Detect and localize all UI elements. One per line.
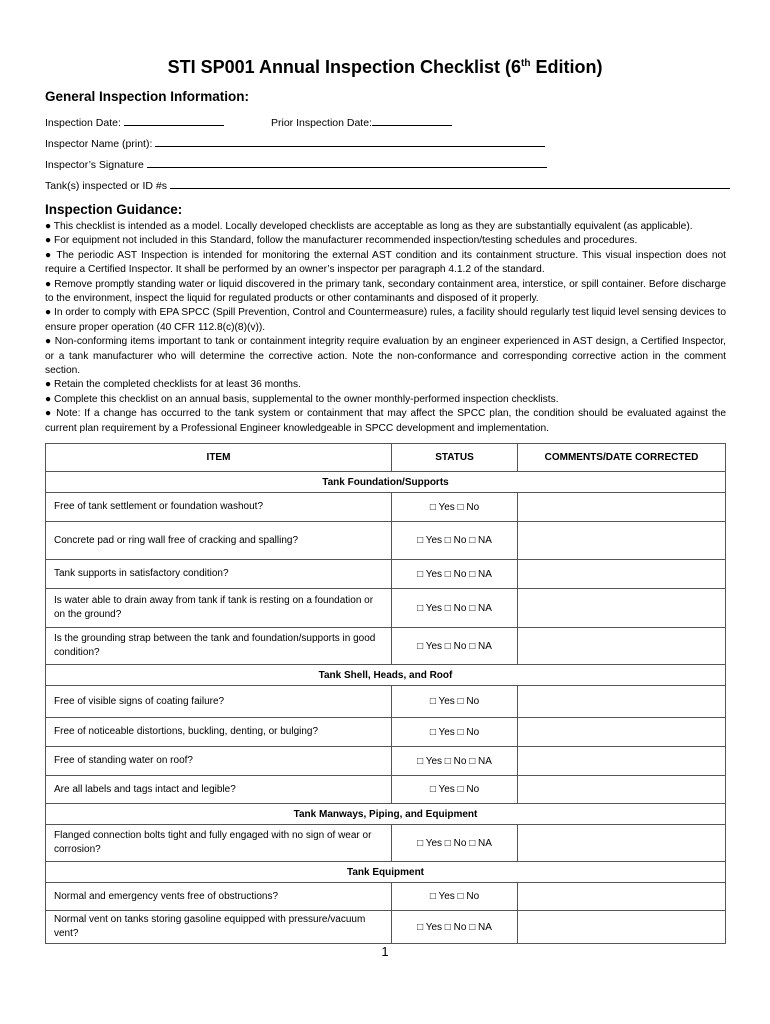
tanks-field[interactable] [170, 178, 730, 189]
comments-cell[interactable] [518, 747, 726, 776]
inspection-table [45, 443, 726, 944]
section-title: Tank Manways, Piping, and Equipment [46, 804, 726, 825]
guidance-item: ● Non-conforming items important to tank or containment integrity require evaluation by an engineer experienced in AST design, a Certified Inspector, or a tank manufacturer who will determine the corrective action. Note the non-conformance and corresponding corrective action in the comment section. [45, 336, 726, 377]
guidance-item: ● Retain the completed checklists for at least 36 months. [45, 379, 301, 391]
status-checkboxes[interactable]: □ Yes □ No □ NA [392, 747, 518, 776]
section-header-row [46, 862, 726, 883]
prior-date-line: Prior Inspection Date: [271, 115, 452, 129]
guidance-item: ● Note: If a change has occurred to the tank system or containment that may affect the SPCC plan, the condition should be evaluated against the current plan requirement by a Professional Engineer knowledgeable in SPCC development and implementation. [45, 408, 726, 434]
status-checkboxes[interactable]: □ Yes □ No [392, 493, 518, 522]
table-row [46, 522, 726, 560]
item-text: Tank supports in satisfactory condition? [46, 560, 392, 589]
comments-cell[interactable] [518, 825, 726, 862]
status-checkboxes[interactable]: □ Yes □ No [392, 686, 518, 718]
table-row [46, 686, 726, 718]
header-status: STATUS [392, 444, 518, 472]
guidance-item: ● Complete this checklist on an annual basis, supplemental to the owner monthly-performed inspection checklists. [45, 393, 559, 405]
item-text: Free of tank settlement or foundation washout? [46, 493, 392, 522]
prior-date-field[interactable] [372, 115, 452, 126]
guidance-item: ● This checklist is intended as a model. Locally developed checklists are acceptable as long as they are substantially equivalent (as applicable). [45, 221, 693, 232]
comments-cell[interactable] [518, 560, 726, 589]
table-row [46, 493, 726, 522]
section-header-row [46, 665, 726, 686]
comments-cell[interactable] [518, 522, 726, 560]
page-number: 1 [381, 944, 389, 959]
guidance-heading: Inspection Guidance: [45, 202, 183, 217]
comments-cell[interactable] [518, 686, 726, 718]
item-text: Are all labels and tags intact and legible? [46, 776, 392, 804]
status-checkboxes[interactable]: □ Yes □ No □ NA [392, 825, 518, 862]
item-text: Is water able to drain away from tank if tank is resting on a foundation or on the ground? [46, 589, 392, 628]
comments-cell[interactable] [518, 493, 726, 522]
status-checkboxes[interactable]: □ Yes □ No □ NA [392, 628, 518, 665]
item-text: Free of standing water on roof? [46, 747, 392, 776]
section-header-row [46, 804, 726, 825]
guidance-list [45, 220, 726, 436]
table-row [46, 628, 726, 665]
status-checkboxes[interactable]: □ Yes □ No □ NA [392, 560, 518, 589]
table-row [46, 747, 726, 776]
inspection-date-field[interactable] [124, 115, 224, 126]
status-checkboxes[interactable]: □ Yes □ No □ NA [392, 589, 518, 628]
tanks-line: Tank(s) inspected or ID #s [45, 178, 730, 192]
comments-cell[interactable] [518, 776, 726, 804]
table-row [46, 825, 726, 862]
guidance-item: ● In order to comply with EPA SPCC (Spill Prevention, Control and Countermeasure) rules, a facility should regularly test liquid level sensing devices to ensure proper operation (40 CFR 112.8(c)(8)(v)). [45, 307, 726, 333]
item-text: Normal vent on tanks storing gasoline equipped with pressure/vacuum vent? [46, 911, 392, 944]
section-title: Tank Shell, Heads, and Roof [46, 665, 726, 686]
status-checkboxes[interactable]: □ Yes □ No □ NA [392, 522, 518, 560]
signature-line: Inspector’s Signature [45, 157, 547, 171]
general-info-heading: General Inspection Information: [45, 89, 250, 104]
inspector-name-field[interactable] [155, 136, 545, 147]
item-text: Free of visible signs of coating failure? [46, 686, 392, 718]
status-checkboxes[interactable]: □ Yes □ No [392, 718, 518, 747]
section-header-row [46, 472, 726, 493]
header-item: ITEM [46, 444, 392, 472]
status-checkboxes[interactable]: □ Yes □ No [392, 776, 518, 804]
guidance-item: ● The periodic AST Inspection is intended for monitoring the external AST condition and its containment structure. This visual inspection does not require a Certified Inspector. It shall be performed by an owner’s inspector per paragraph 4.1.2 of the standard. [45, 249, 726, 276]
section-title: Tank Equipment [46, 862, 726, 883]
item-text: Normal and emergency vents free of obstructions? [46, 883, 392, 911]
table-row [46, 883, 726, 911]
table-row [46, 776, 726, 804]
comments-cell[interactable] [518, 883, 726, 911]
section-title: Tank Foundation/Supports [46, 472, 726, 493]
header-comments: COMMENTS/DATE CORRECTED [518, 444, 726, 472]
status-checkboxes[interactable]: □ Yes □ No □ NA [392, 911, 518, 944]
guidance-item: ● For equipment not included in this Standard, follow the manufacturer recommended inspection/testing schedules and procedures. [45, 235, 638, 247]
signature-field[interactable] [147, 157, 547, 168]
table-row [46, 911, 726, 944]
inspector-name-line: Inspector Name (print): [45, 136, 545, 150]
page-title: STI SP001 Annual Inspection Checklist (6th Edition) [167, 57, 603, 77]
status-checkboxes[interactable]: □ Yes □ No [392, 883, 518, 911]
comments-cell[interactable] [518, 589, 726, 628]
comments-cell[interactable] [518, 911, 726, 944]
table-row [46, 560, 726, 589]
item-text: Flanged connection bolts tight and fully engaged with no sign of wear or corrosion? [46, 825, 392, 862]
comments-cell[interactable] [518, 628, 726, 665]
table-row [46, 589, 726, 628]
guidance-item: ● Remove promptly standing water or liquid discovered in the primary tank, secondary containment area, interstice, or spill container. Before discharge to the environment, inspect the liquid for regulated products or other contaminants and disposed of it properly. [45, 278, 726, 305]
table-row [46, 718, 726, 747]
item-text: Is the grounding strap between the tank and foundation/supports in good condition? [46, 628, 392, 665]
item-text: Concrete pad or ring wall free of cracking and spalling? [46, 522, 392, 560]
item-text: Free of noticeable distortions, buckling, denting, or bulging? [46, 718, 392, 747]
comments-cell[interactable] [518, 718, 726, 747]
inspection-date-line: Inspection Date: [45, 115, 224, 129]
